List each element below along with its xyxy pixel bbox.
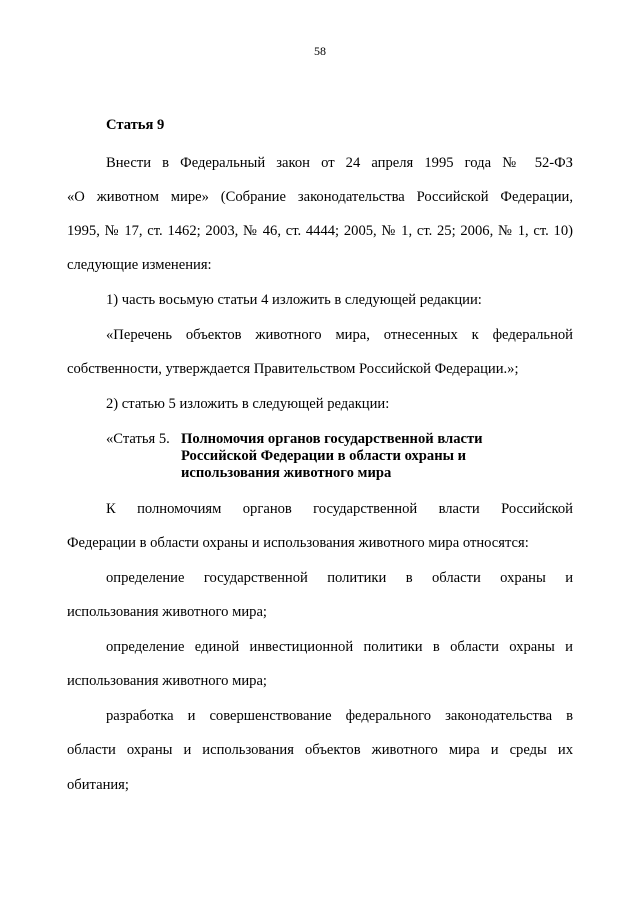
quoted-article-title-line: Российской Федерации в области охраны и bbox=[181, 448, 467, 464]
paragraph-line: области охраны и использования объектов животного мира и среды их bbox=[67, 742, 573, 758]
paragraph-line: разработка и совершенствование федерального законодательства в bbox=[106, 708, 573, 724]
paragraph-line: 1) часть восьмую статьи 4 изложить в следующей редакции: bbox=[106, 292, 482, 308]
paragraph-line: использования животного мира; bbox=[67, 604, 267, 620]
paragraph-line: К полномочиям органов государственной власти Российской bbox=[106, 501, 573, 517]
quoted-article-title-line: Полномочия органов государственной власти bbox=[181, 431, 483, 447]
article-heading: Статья 9 bbox=[106, 117, 165, 133]
paragraph-line: определение единой инвестиционной политики в области охраны и bbox=[106, 639, 573, 655]
paragraph-line: «Перечень объектов животного мира, отнесенных к федеральной bbox=[106, 327, 573, 343]
paragraph-line: 2) статью 5 изложить в следующей редакции: bbox=[106, 396, 390, 412]
paragraph-line: 1995, № 17, ст. 1462; 2003, № 46, ст. 4444; 2005, № 1, ст. 25; 2006, № 1, ст. 10) bbox=[67, 223, 573, 239]
page-number: 58 bbox=[314, 44, 326, 58]
paragraph-line: использования животного мира; bbox=[67, 673, 267, 689]
paragraph-line: обитания; bbox=[67, 777, 129, 793]
quoted-article-prefix: «Статья 5. bbox=[106, 431, 170, 447]
paragraph-line: определение государственной политики в области охраны и bbox=[106, 570, 573, 586]
paragraph-line: собственности, утверждается Правительством Российской Федерации.»; bbox=[67, 361, 519, 377]
paragraph-line: следующие изменения: bbox=[67, 257, 212, 273]
quoted-article-title bbox=[181, 431, 511, 482]
paragraph-line: Федерации в области охраны и использования животного мира относятся: bbox=[67, 535, 529, 551]
paragraph-line: «О животном мире» (Собрание законодательства Российской Федерации, bbox=[67, 189, 573, 205]
quoted-article-title-line: использования животного мира bbox=[181, 465, 392, 481]
paragraph-line: Внести в Федеральный закон от 24 апреля 1995 года № 52-ФЗ bbox=[106, 155, 573, 171]
